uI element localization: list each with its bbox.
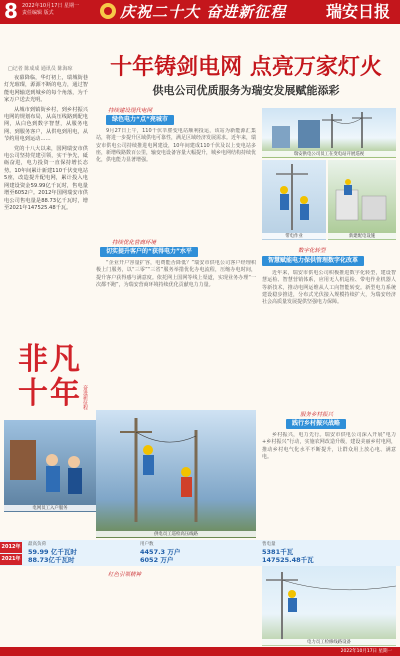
section-title: 践行乡村振兴战略 (286, 419, 346, 429)
masthead (0, 0, 400, 24)
service-illustration (4, 420, 96, 512)
stat-item (28, 542, 77, 564)
stat-label: 售电量 (262, 542, 276, 547)
feature-char: 年 (50, 376, 80, 411)
section-title: 绿色电力“点”亮城市 (106, 115, 174, 125)
stat-value: 6052 万户 (140, 556, 174, 564)
facility-illustration (328, 160, 396, 240)
byline: □记者 陈成成 通讯员 陈海琼 (8, 66, 73, 72)
newspaper-brand: 瑞安日报 (325, 2, 390, 21)
photo-live-work (262, 160, 326, 240)
subheadline: 供电公司优质服务为瑞安发展赋能添彩 (152, 84, 340, 97)
photo-maintenance (262, 566, 396, 646)
photo-caption: 瑞安供电公司员工在变电站开展巡视 (262, 151, 396, 157)
stat-value: 88.73亿千瓦时 (28, 556, 75, 564)
photo-caption: 新建配电设施 (328, 233, 396, 239)
stat-label: 用户数 (140, 542, 154, 547)
stat-label: 最高负荷 (28, 542, 46, 547)
footer-date: 2022年10月17日 星期一 (340, 649, 392, 654)
year-label: 2021年 (0, 554, 22, 565)
section-body: “企业开户容量扩容，电费能否降低？”瑞安市供电公司客户经理积极上门服务，以“三零”“三省”服务举措优化办电流程，压缩办电时间，提升客户获得感与满意度。依托网上国网等线上渠道，实现业务办理“一次都不跑”，为瑞安营商环境持续优化贡献电力力量。 (96, 260, 256, 288)
photo-caption: 电力员工检修线路设备 (262, 639, 396, 645)
footer-bar (0, 647, 400, 656)
slogan: 庆祝二十大 奋进新征程 (120, 3, 287, 21)
party-emblem-icon (100, 3, 116, 19)
photo-caption: 带电作业 (262, 233, 326, 239)
photo-home-service (4, 420, 96, 512)
tower-illustration (96, 410, 256, 538)
photo-caption: 供电员工巡检高压线路 (96, 531, 256, 537)
worker-illustration (262, 160, 326, 240)
feature-char: 凡 (50, 342, 80, 377)
section-kicker: 红色引领精神 (108, 572, 142, 578)
section-kicker: 持续建设现代电网 (108, 108, 153, 114)
issue-meta: 2022年10月17日 星期一 责任编辑 版式 (22, 3, 80, 16)
stat-item (262, 542, 314, 564)
section-title: 切实提升客户的“获得电力”水平 (100, 247, 198, 257)
section-title: 智慧赋能电力保供管理数字化改革 (262, 256, 364, 266)
section-kicker: 服务乡村振兴 (300, 412, 334, 418)
page-number: 8 (4, 0, 18, 23)
lead-paragraph: 夜幕降临，华灯初上，瑞城街巷灯光璀璨，源源不断的电力，通过智能电网输送到城乡的每个角落，为千家万户送去光明。 (4, 75, 88, 104)
section-body: 近年来，瑞安市供电公司积极推进数字化转型，建设智慧运检、智慧营销体系，应用无人机巡检、带电作业机器人等新技术，推动电网运维从人工向智能转变。新型电力系统建设稳步推进，分布式光伏接入规模持续扩大，为瑞安经济社会高质量发展提供坚强电力保障。 (262, 270, 396, 306)
photo-line-inspection (96, 410, 256, 538)
section-body: 9月27日上午，110千伏莘塍变电站顺利投运，该站为新能源汇集站，将进一步提升区域供电可靠性，满足区域经济发展需求。近年来，瑞安市供电公司持续推进电网建设，10年间建成110千伏及以上变电站多座，新增线路数百公里，输变电设备容量大幅提升，城乡电网结构持续优化，供电能力显著增强。 (96, 128, 256, 164)
photo-substation (262, 108, 396, 158)
stat-value: 147525.48千瓦 (262, 556, 314, 564)
stat-value: 4457.3 万户 (140, 548, 181, 556)
stat-value: 59.99 亿千瓦时 (28, 548, 77, 556)
lead-article (4, 75, 88, 214)
headline: 十年铸剑电网 点亮万家灯火 (110, 55, 382, 80)
lead-paragraph: 从城市到镇街乡村，到乡村振兴电网的规划布局，从高压线路到配电网，从白色到数字智慧，从服务电网、到服务客户，从供电到用电，从节约用电到运动…… (4, 106, 88, 143)
section-kicker: 数字化转型 (298, 248, 326, 254)
photo-facility (328, 160, 396, 240)
stat-item (140, 542, 180, 564)
feature-side-label: 奋进新征程 (82, 385, 88, 410)
section-body: 乡村振兴，电力先行。瑞安市供电公司深入开展“电力+乡村振兴”行动，实施农网改造升级，建设美丽乡村电网，推动乡村电气化水平不断提升，让群众用上放心电、满意电。 (262, 432, 396, 460)
stat-value: 5381千瓦 (262, 548, 294, 556)
lead-paragraph: 党的十八大以来，国网瑞安市供电公司坚持党建引领，实干争先，砥砺奋进，电力投资一直保持增长态势。10年间累计新建110千伏变电站5座，改造提升配电网，累计投入电网建设资金59.99亿千瓦时，售电量增至6052户。2012年国网瑞安市供电公司售电量是88.73亿千瓦时，增至2021年147525.48千瓦。 (4, 145, 88, 211)
year-label: 2012年 (0, 542, 22, 553)
photo-caption: 电网员工入户服务 (4, 505, 96, 511)
feature-char: 非 (18, 342, 48, 377)
maintenance-illustration (262, 566, 396, 646)
section-kicker: 持续优化营商环境 (112, 240, 157, 246)
feature-char: 十 (18, 376, 48, 411)
stats-band (0, 540, 400, 566)
